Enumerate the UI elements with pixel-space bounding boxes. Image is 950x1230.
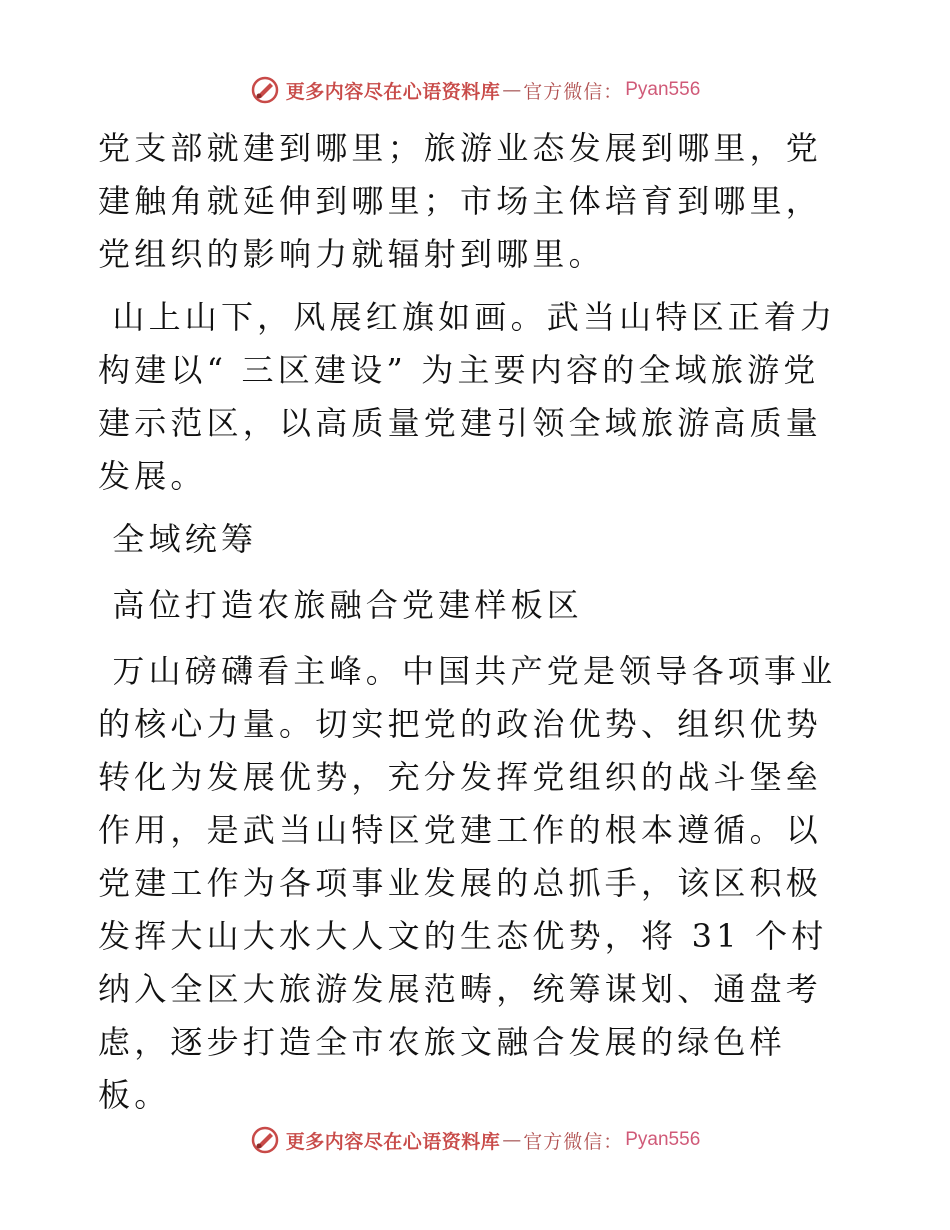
header-watermark-banner (0, 70, 950, 110)
brush-logo-icon (250, 1125, 280, 1155)
paragraph: 山上山下，风展红旗如画。武当山特区正着力构建以“ 三区建设” 为主要内容的全域旅游党建示范区，以高质量党建引领全域旅游高质量发展。 (98, 298, 837, 495)
banner-label: 官方微信： (523, 80, 624, 103)
section-subheading: 高位打造农旅融合党建样板区 (98, 586, 583, 624)
banner-wechat-id: Pyan556 (625, 79, 701, 100)
banner-separator: — (502, 1129, 522, 1151)
banner-wechat-id: Pyan556 (625, 1129, 701, 1150)
paragraph: 万山磅礴看主峰。中国共产党是领导各项事业的核心力量。切实把党的政治优势、组织优势转化为发展优势，充分发挥党组织的战斗堡垒作用，是武当山特区党建工作的根本遵循。以党建工作为各项事业发展的总抓手，该区积极发挥大山大水大人文的生态优势，将 31 个村纳入全区大旅游发展范畴，统筹谋划、通盘考虑，逐步打造全市农旅文融合发展的绿色样板。 (98, 652, 837, 1114)
brush-logo-icon (250, 75, 280, 105)
banner-brand-text: 更多内容尽在心语资料库 (285, 80, 501, 103)
banner-label: 官方微信： (523, 1130, 624, 1153)
paragraph: 党支部就建到哪里；旅游业态发展到哪里，党建触角就延伸到哪里；市场主体培育到哪里，党组织的影响力就辐射到哪里。 (98, 129, 823, 273)
section-heading: 全域统筹 (98, 520, 258, 558)
banner-brand-text: 更多内容尽在心语资料库 (285, 1130, 501, 1153)
footer-watermark-banner (0, 1120, 950, 1160)
document-body (98, 122, 853, 1132)
banner-separator: — (502, 79, 522, 101)
